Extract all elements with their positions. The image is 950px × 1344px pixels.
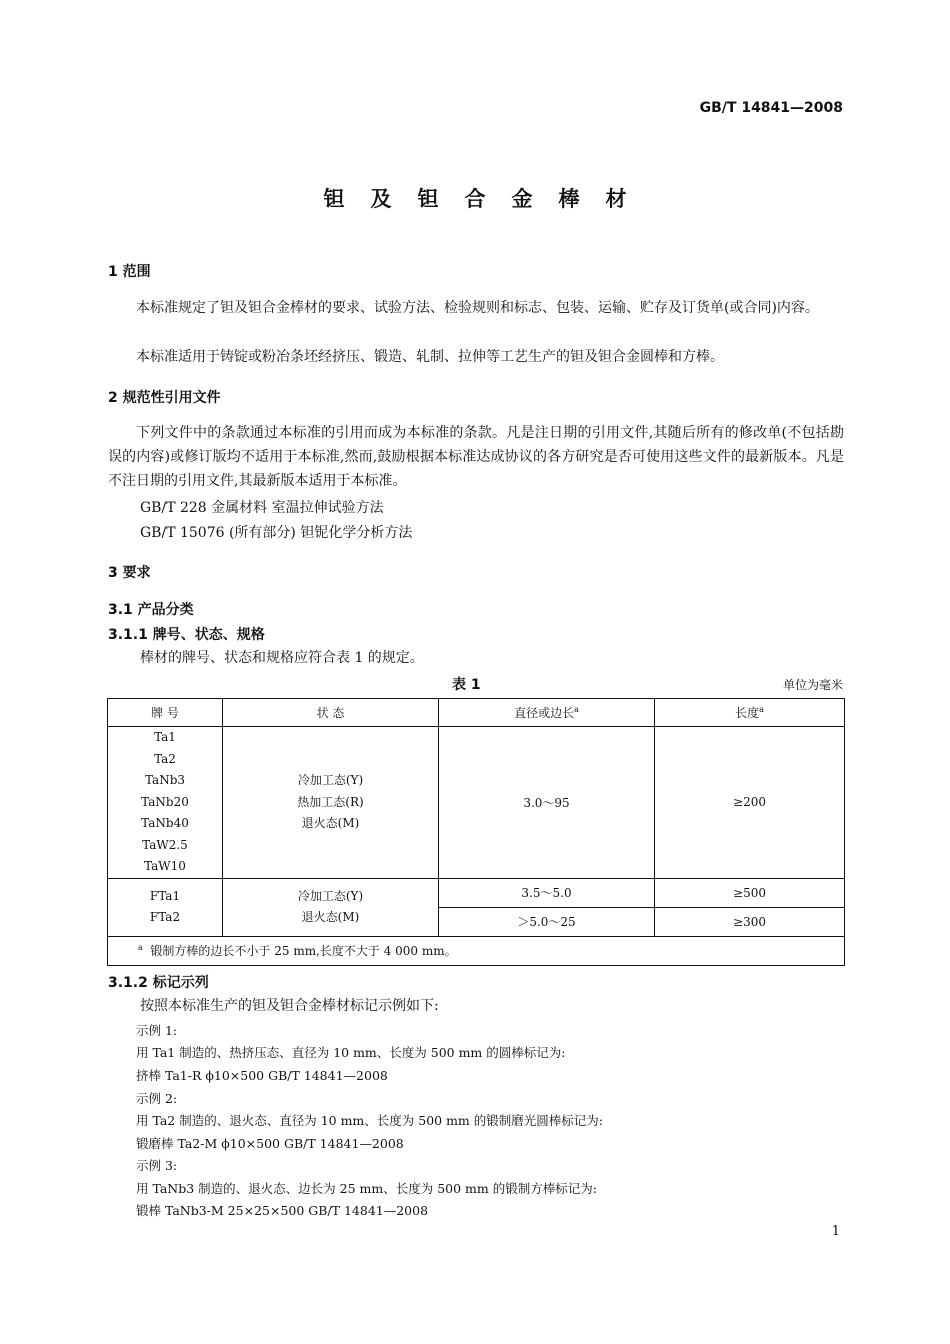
section-2-paragraph: 下列文件中的条款通过本标准的引用而成为本标准的条款。凡是注日期的引用文件,其随后所有的修改单(不包括勘误的内容)或修订版均不适用于本标准,然而,鼓励根据本标准达成协议的各方研究是否可使用这些文件的最新版本。凡是不注日期的引用文件,其最新版本适用于本标准。 <box>108 425 844 489</box>
table-footnote: $^a$ 锻制方棒的边长不小于 25 mm,长度不大于 4 000 mm。 <box>108 936 845 965</box>
header-state: 状 态 <box>223 699 439 727</box>
table-1 <box>107 698 845 966</box>
reference-gbt15076: GB/T 15076 (所有部分) 钽铌化学分析方法 <box>140 525 413 541</box>
table-unit: 单位为毫米 <box>782 678 843 692</box>
group2-size-2: ＞5.0～25 <box>439 907 655 936</box>
section-3-1-2-text: 按照本标准生产的钽及钽合金棒材标记示例如下: <box>140 998 439 1014</box>
table-note-row <box>108 936 845 965</box>
example-2-label: 示例 2: <box>136 1091 178 1106</box>
section-3-1-1-heading: 3.1.1 牌号、状态、规格 <box>108 627 265 643</box>
example-3-mark: 锻棒 TaNb3-M 25×25×500 GB/T 14841—2008 <box>136 1203 429 1218</box>
example-2-mark: 锻磨棒 Ta2-M ϕ10×500 GB/T 14841—2008 <box>136 1136 404 1151</box>
section-3-1-1-text: 棒材的牌号、状态和规格应符合表 1 的规定。 <box>140 650 424 666</box>
example-1-description: 用 Ta1 制造的、热挤压态、直径为 10 mm、长度为 500 mm 的圆棒标记为: <box>136 1045 566 1060</box>
group2-length-2: ≥300 <box>655 907 845 936</box>
group2-states: 冷加工态(Y) 退火态(M) <box>223 878 439 936</box>
group2-size-1: 3.5～5.0 <box>439 878 655 907</box>
example-1-label: 示例 1: <box>136 1023 178 1038</box>
standard-code: GB/T 14841—2008 <box>699 100 843 116</box>
section-3-1-heading: 3.1 产品分类 <box>108 602 194 618</box>
document-title: 钽及钽合金棒材 <box>323 187 653 211</box>
header-size: 直径或边长$^a$ <box>439 699 655 727</box>
group2-length-1: ≥500 <box>655 878 845 907</box>
group1-size: 3.0～95 <box>439 727 655 879</box>
example-1-mark: 挤棒 Ta1-R ϕ10×500 GB/T 14841—2008 <box>136 1068 388 1083</box>
table-title: 表 1 <box>452 677 481 693</box>
section-1-heading: 1 范围 <box>108 264 151 280</box>
example-2-description: 用 Ta2 制造的、退火态、直径为 10 mm、长度为 500 mm 的锻制磨光圆棒标记为: <box>136 1113 603 1128</box>
header-length: 长度$^a$ <box>655 699 845 727</box>
header-grade: 牌 号 <box>108 699 223 727</box>
table-header-row <box>108 699 845 727</box>
example-3-description: 用 TaNb3 制造的、退火态、边长为 25 mm、长度为 500 mm 的锻制方棒标记为: <box>136 1181 597 1196</box>
section-1-paragraph-2: 本标准适用于铸锭或粉冶条坯经挤压、锻造、轧制、拉伸等工艺生产的钽及钽合金圆棒和方棒。 <box>136 349 724 365</box>
section-1-paragraph-1: 本标准规定了钽及钽合金棒材的要求、试验方法、检验规则和标志、包装、运输、贮存及订货单(或合同)内容。 <box>136 300 819 316</box>
group2-grades: FTa1 FTa2 <box>108 878 223 936</box>
section-3-heading: 3 要求 <box>108 565 151 581</box>
group1-grades: Ta1 Ta2 TaNb3 TaNb20 TaNb40 TaW2.5 TaW10 <box>108 727 223 879</box>
example-3-label: 示例 3: <box>136 1158 178 1173</box>
table-row <box>108 878 845 907</box>
group1-length: ≥200 <box>655 727 845 879</box>
reference-gbt228: GB/T 228 金属材料 室温拉伸试验方法 <box>140 500 384 516</box>
page-number: 1 <box>831 1224 840 1239</box>
section-2-heading: 2 规范性引用文件 <box>108 390 221 406</box>
table-row <box>108 727 845 879</box>
group1-states: 冷加工态(Y) 热加工态(R) 退火态(M) <box>223 727 439 879</box>
section-3-1-2-heading: 3.1.2 标记示列 <box>108 975 209 991</box>
